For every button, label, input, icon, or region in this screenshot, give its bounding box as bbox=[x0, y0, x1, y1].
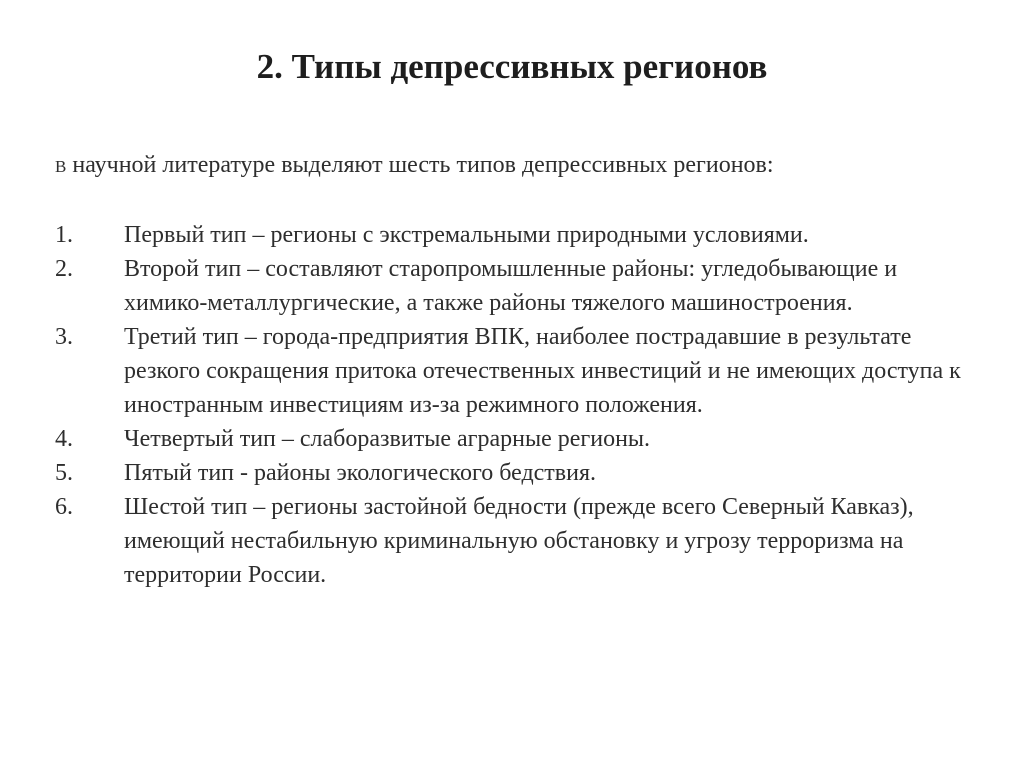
intro-text: научной литературе выделяют шесть типов депрессивных регионов: bbox=[66, 152, 774, 178]
list-item-number: 5. bbox=[55, 460, 73, 486]
list-item bbox=[55, 456, 985, 490]
list-item-number: 6. bbox=[55, 494, 73, 520]
list-item bbox=[55, 422, 985, 456]
intro-first-letter: В bbox=[55, 157, 67, 176]
list-item bbox=[55, 490, 985, 592]
list-item-text: Четвертый тип – слаборазвитые аграрные регионы. bbox=[124, 426, 651, 452]
slide-title: 2. Типы депрессивных регионов bbox=[256, 47, 768, 86]
list-item bbox=[55, 320, 985, 422]
types-list bbox=[55, 218, 985, 592]
list-item-number: 3. bbox=[55, 324, 73, 350]
list-item bbox=[55, 218, 985, 252]
list-item bbox=[55, 252, 985, 320]
list-item-text: Второй тип – составляют старопромышленные районы: угледобывающие и химико-металлургические, а также районы тяжелого машиностроения. bbox=[124, 256, 898, 316]
list-item-text: Первый тип – регионы с экстремальными природными условиями. bbox=[124, 222, 809, 248]
list-item-text: Третий тип – города-предприятия ВПК, наиболее пострадавшие в результате резкого сокращения притока отечественных инвестиций и не имеющих доступа к иностранным инвестициям из-за режимного положения. bbox=[124, 324, 961, 418]
list-item-number: 1. bbox=[55, 222, 73, 248]
list-item-number: 2. bbox=[55, 256, 73, 282]
list-item-text: Шестой тип – регионы застойной бедности (прежде всего Северный Кавказ), имеющий нестабильную криминальную обстановку и угрозу терроризма на территории России. bbox=[124, 494, 914, 588]
list-item-text: Пятый тип - районы экологического бедствия. bbox=[124, 460, 597, 486]
intro-paragraph bbox=[55, 148, 995, 184]
list-item-number: 4. bbox=[55, 426, 73, 452]
